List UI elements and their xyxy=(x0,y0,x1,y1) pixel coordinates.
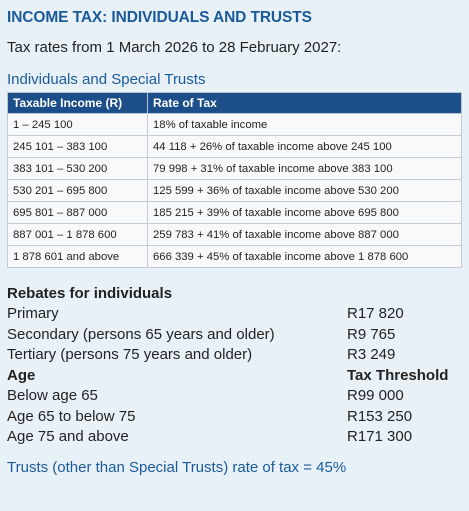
rate-of-tax: 44 118 + 26% of taxable income above 245 100 xyxy=(148,136,462,158)
threshold-value: R99 000 xyxy=(347,387,404,404)
income-bracket: 887 001 – 1 878 600 xyxy=(8,224,148,246)
threshold-label: Below age 65 xyxy=(7,387,98,404)
income-bracket: 1 878 601 and above xyxy=(8,246,148,268)
rebate-label: Primary xyxy=(7,305,59,322)
table-row xyxy=(8,136,462,158)
threshold-value: R171 300 xyxy=(347,428,413,445)
rate-of-tax: 79 998 + 31% of taxable income above 383 100 xyxy=(148,158,462,180)
rebate-row-primary xyxy=(7,304,463,325)
threshold-row-below-65 xyxy=(7,386,463,407)
page-title: INCOME TAX: INDIVIDUALS AND TRUSTS xyxy=(7,9,312,26)
rate-of-tax: 185 215 + 39% of taxable income above 695 800 xyxy=(148,202,462,224)
rebate-value: R9 765 xyxy=(347,325,396,343)
threshold-label: Age 75 and above xyxy=(7,428,129,445)
rate-of-tax: 18% of taxable income xyxy=(148,114,462,136)
income-bracket: 1 – 245 100 xyxy=(8,114,148,136)
threshold-label: Age 65 to below 75 xyxy=(7,407,136,425)
trusts-rate-note: Trusts (other than Special Trusts) rate of tax = 45% xyxy=(7,458,347,476)
table-row xyxy=(8,114,462,136)
income-bracket: 383 101 – 530 200 xyxy=(8,158,148,180)
rebate-value: R3 249 xyxy=(347,346,396,363)
age-heading: Age xyxy=(7,366,36,384)
income-bracket: 245 101 – 383 100 xyxy=(8,136,148,158)
rate-of-tax: 125 599 + 36% of taxable income above 530 200 xyxy=(148,180,462,202)
table-row xyxy=(8,224,462,246)
rebate-label: Secondary (persons 65 years and older) xyxy=(7,325,275,343)
individuals-heading: Individuals and Special Trusts xyxy=(7,71,206,88)
rebate-label: Tertiary (persons 75 years and older) xyxy=(7,346,253,363)
rate-of-tax: 259 783 + 41% of taxable income above 887 000 xyxy=(148,224,462,246)
rebate-value: R17 820 xyxy=(347,305,404,322)
tax-rates-table xyxy=(7,92,462,268)
table-row xyxy=(8,158,462,180)
header-taxable-income: Taxable Income (R) xyxy=(8,93,148,114)
threshold-row-75-above xyxy=(7,427,463,448)
rebate-row-secondary xyxy=(7,325,463,346)
income-bracket: 695 801 – 887 000 xyxy=(8,202,148,224)
tax-threshold-heading: Tax Threshold xyxy=(347,366,449,384)
rebates-heading: Rebates for individuals xyxy=(7,285,173,302)
table-row xyxy=(8,202,462,224)
tax-period-subtitle: Tax rates from 1 March 2026 to 28 February 2027: xyxy=(7,39,342,56)
rate-of-tax: 666 339 + 45% of taxable income above 1 878 600 xyxy=(148,246,462,268)
income-bracket: 530 201 – 695 800 xyxy=(8,180,148,202)
table-row xyxy=(8,246,462,268)
rebate-row-tertiary xyxy=(7,345,463,366)
threshold-row-65-to-75 xyxy=(7,407,463,428)
table-row xyxy=(8,180,462,202)
table-header-row xyxy=(8,93,462,114)
header-rate-of-tax: Rate of Tax xyxy=(148,93,462,114)
threshold-value: R153 250 xyxy=(347,407,413,425)
threshold-header-row xyxy=(7,366,463,387)
